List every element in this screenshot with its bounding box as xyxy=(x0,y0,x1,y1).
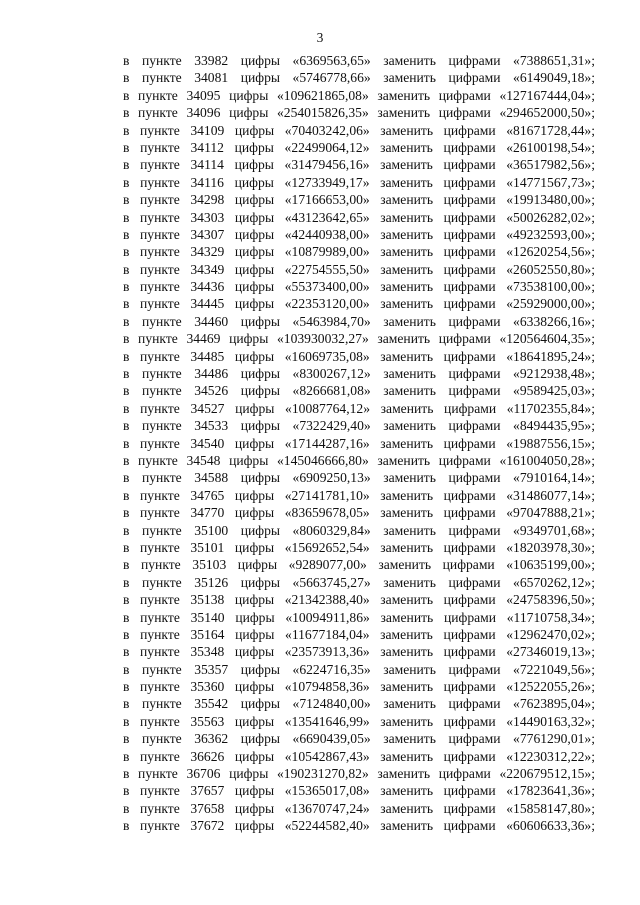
page-number: 3 xyxy=(316,30,324,45)
amendment-line: в пункте 36626 цифры «10542867,43» заменить цифрами «12230312,22»; xyxy=(123,748,595,764)
amendment-line: в пункте 34588 цифры «6909250,13» заменить цифрами «7910164,14»; xyxy=(123,470,595,486)
amendment-line: в пункте 34307 цифры «42440938,00» заменить цифрами «49232593,00»; xyxy=(123,226,595,242)
amendment-line: в пункте 34349 цифры «22754555,50» заменить цифрами «26052550,80»; xyxy=(123,261,595,277)
amendment-line: в пункте 34540 цифры «17144287,16» заменить цифрами «19887556,15»; xyxy=(123,435,595,451)
amendment-line: в пункте 35138 цифры «21342388,40» заменить цифрами «24758396,50»; xyxy=(123,592,595,608)
amendment-line: в пункте 34527 цифры «10087764,12» заменить цифрами «11702355,84»; xyxy=(123,400,595,416)
amendment-line: в пункте 35563 цифры «13541646,99» заменить цифрами «14490163,32»; xyxy=(123,713,595,729)
amendment-line: в пункте 34109 цифры «70403242,06» заменить цифрами «81671728,44»; xyxy=(123,122,595,138)
amendment-line: в пункте 34460 цифры «5463984,70» заменить цифрами «6338266,16»; xyxy=(123,313,595,329)
amendment-line: в пункте 34112 цифры «22499064,12» заменить цифрами «26100198,54»; xyxy=(123,139,595,155)
amendment-line: в пункте 34303 цифры «43123642,65» заменить цифрами «50026282,02»; xyxy=(123,209,595,225)
amendment-line: в пункте 34548 цифры «145046666,80» заменить цифрами «161004050,28»; xyxy=(123,452,595,468)
amendment-line: в пункте 35164 цифры «11677184,04» заменить цифрами «12962470,02»; xyxy=(123,626,595,642)
amendment-line: в пункте 34436 цифры «55373400,00» заменить цифрами «73538100,00»; xyxy=(123,279,595,295)
amendment-line: в пункте 34095 цифры «109621865,08» заменить цифрами «127167444,04»; xyxy=(123,87,595,103)
amendment-line: в пункте 34486 цифры «8300267,12» заменить цифрами «9212938,48»; xyxy=(123,366,595,382)
amendment-line: в пункте 37658 цифры «13670747,24» заменить цифрами «15858147,80»; xyxy=(123,800,595,816)
amendment-line: в пункте 34116 цифры «12733949,17» заменить цифрами «14771567,73»; xyxy=(123,174,595,190)
amendment-line: в пункте 34114 цифры «31479456,16» заменить цифрами «36517982,56»; xyxy=(123,157,595,173)
amendment-line: в пункте 35101 цифры «15692652,54» заменить цифрами «18203978,30»; xyxy=(123,539,595,555)
amendment-line: в пункте 36362 цифры «6690439,05» заменить цифрами «7761290,01»; xyxy=(123,731,595,747)
amendment-line: в пункте 34081 цифры «5746778,66» заменить цифрами «6149049,18»; xyxy=(123,70,595,86)
amendment-line: в пункте 35357 цифры «6224716,35» заменить цифрами «7221049,56»; xyxy=(123,661,595,677)
amendment-line: в пункте 34445 цифры «22353120,00» заменить цифрами «25929000,00»; xyxy=(123,296,595,312)
amendment-line: в пункте 34533 цифры «7322429,40» заменить цифрами «8494435,95»; xyxy=(123,418,595,434)
amendment-line: в пункте 34096 цифры «254015826,35» заменить цифрами «294652000,50»; xyxy=(123,105,595,121)
amendment-line: в пункте 37657 цифры «15365017,08» заменить цифрами «17823641,36»; xyxy=(123,783,595,799)
amendment-line: в пункте 35100 цифры «8060329,84» заменить цифрами «9349701,68»; xyxy=(123,522,595,538)
amendment-line: в пункте 36706 цифры «190231270,82» заменить цифрами «220679512,15»; xyxy=(123,766,595,782)
amendment-line: в пункте 34329 цифры «10879989,00» заменить цифрами «12620254,56»; xyxy=(123,244,595,260)
amendment-line: в пункте 34485 цифры «16069735,08» заменить цифрами «18641895,24»; xyxy=(123,348,595,364)
amendment-line: в пункте 34770 цифры «83659678,05» заменить цифрами «97047888,21»; xyxy=(123,505,595,521)
amendment-line: в пункте 35140 цифры «10094911,86» заменить цифрами «11710758,34»; xyxy=(123,609,595,625)
amendment-list xyxy=(123,52,595,835)
amendment-line: в пункте 35360 цифры «10794858,36» заменить цифрами «12522055,26»; xyxy=(123,679,595,695)
amendment-line: в пункте 37672 цифры «52244582,40» заменить цифрами «60606633,36»; xyxy=(123,818,595,834)
amendment-line: в пункте 35103 цифры «9289077,00» заменить цифрами «10635199,00»; xyxy=(123,557,595,573)
amendment-line: в пункте 35348 цифры «23573913,36» заменить цифрами «27346019,13»; xyxy=(123,644,595,660)
amendment-line: в пункте 33982 цифры «6369563,65» заменить цифрами «7388651,31»; xyxy=(123,53,595,68)
amendment-line: в пункте 35126 цифры «5663745,27» заменить цифрами «6570262,12»; xyxy=(123,574,595,590)
amendment-line: в пункте 34765 цифры «27141781,10» заменить цифрами «31486077,14»; xyxy=(123,487,595,503)
amendment-line: в пункте 35542 цифры «7124840,00» заменить цифрами «7623895,04»; xyxy=(123,696,595,712)
amendment-line: в пункте 34298 цифры «17166653,00» заменить цифрами «19913480,00»; xyxy=(123,192,595,208)
amendment-line: в пункте 34526 цифры «8266681,08» заменить цифрами «9589425,03»; xyxy=(123,383,595,399)
amendment-line: в пункте 34469 цифры «103930032,27» заменить цифрами «120564604,35»; xyxy=(123,331,595,347)
